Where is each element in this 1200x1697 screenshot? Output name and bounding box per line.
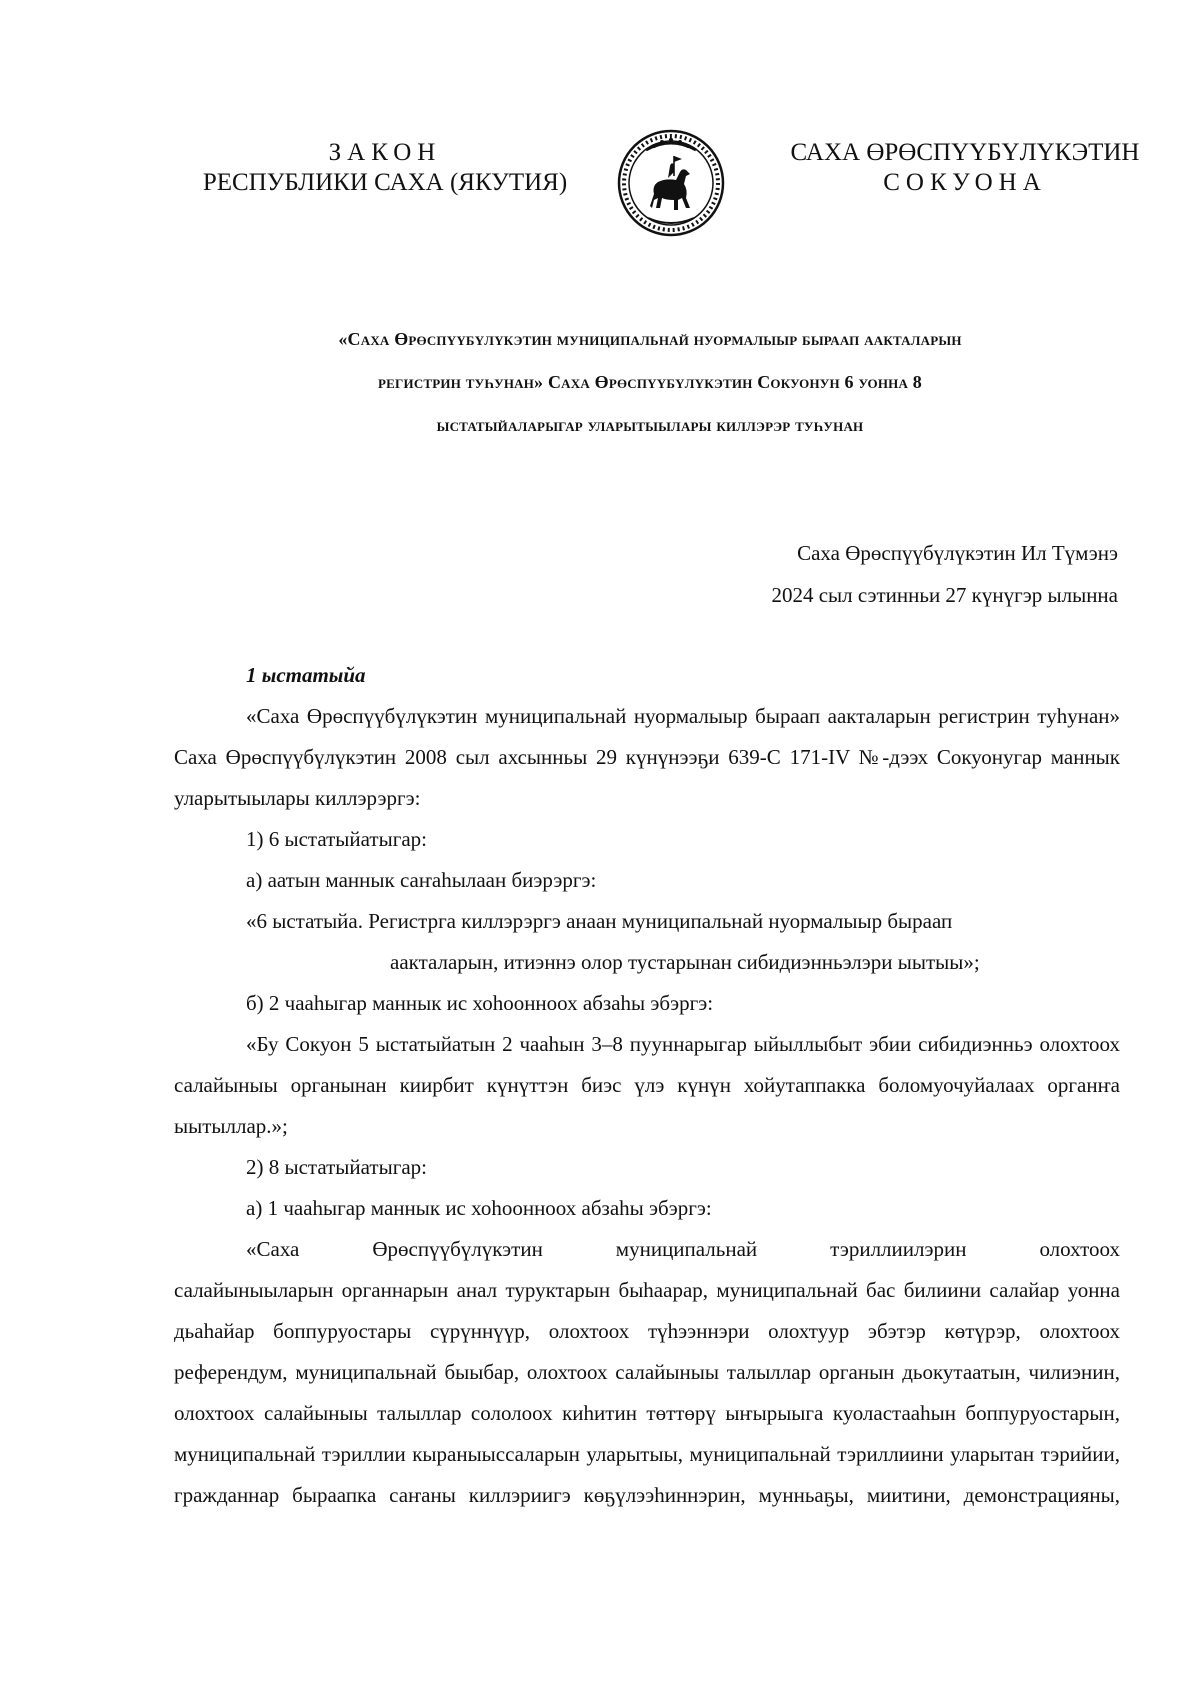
header-law-sakha-label: СОКУОНА	[883, 169, 1047, 196]
list-item-2: 2) 8 ыстатыйатыгар:	[246, 1155, 427, 1179]
adoption-date: 2024 сыл сэтинньи 27 күнүгэр ылынна	[771, 583, 1118, 607]
quote-1b-paragraph: «Бу Сокуон 5 ыстатыйатын 2 чааһын 3–8 пууннарыгар ыйыллыбыт эбии сибидиэнньэ олохтоох салайыныы органынан киирбит күнүттэн биэс үлэ күнүн хойутаппакка боломуочуйалаах органҥа ыытыллар.»;	[174, 1032, 1120, 1138]
title-line-3: ыстатыйаларыгар уларытыылары киллэрэр туһунан	[436, 415, 864, 435]
list-item-1a: а) аатын маннык саҥаһылаан биэрэргэ:	[246, 868, 597, 892]
quote-2a-paragraph: салайыныыларын органнарын анал туруктарын быһаарар, муниципальнай бас билиини салайар уонна дьаһайар боппуруостары сүрүннүүр, олохтоох түһээннэри олохтуур эбэтэр көтүрэр, олохтоох референдум, муниципальнай быыбар, олохтоох салайыныы талыллар органын дьокутаатын, чилиэнин, олохтоох салайыныы талыллар сололоох киһитин төттөрү ыҥырыыга куоластааһын боппуруостарын, муниципальнай тэриллии кыраныыссаларын уларытыы, муниципальнай тэриллиини уларытан тэрийии, гражданнар быраапка саҥаны киллэриигэ көҕүлээһиннэрин, мунньаҕы, миитини, демонстрацияны,	[174, 1278, 1120, 1507]
list-item-2a: а) 1 чааһыгар маннык ис хоһоонноох абзаһы эбэргэ:	[246, 1196, 712, 1220]
list-item-1: 1) 6 ыстатыйатыгар:	[246, 827, 427, 851]
title-line-1: «Саха Өрөспүүбүлүкэтин муниципальнай нуормалыыр быраап аакталарын	[338, 329, 962, 349]
adoption-info	[771, 532, 1118, 616]
adopting-body: Саха Өрөспүүбүлүкэтин Ил Түмэнэ	[797, 541, 1118, 565]
title-line-2: регистрин туһунан» Саха Өрөспүүбүлүкэтин Сокуонун 6 уонна 8	[378, 372, 922, 392]
header-left	[200, 138, 570, 198]
quote-2a-line-1: «Саха Өрөспүүбүлүкэтин муниципальнай тэриллиилэрин олохтоох	[246, 1237, 1120, 1261]
coat-of-arms-icon	[616, 128, 726, 238]
list-item-1b: б) 2 чааһыгар маннык ис хоһоонноох абзаһы эбэргэ:	[246, 991, 714, 1015]
quote-1a-line-1: «6 ыстатыйа. Регистрга киллэрэргэ анаан муниципальнай нуормалыыр быраап	[246, 909, 953, 933]
article-heading: 1 ыстатыйа	[246, 663, 366, 687]
header-republic-sakha-label: САХА ӨРӨСПҮҮБҮЛҮКЭТИН	[790, 139, 1140, 166]
article-intro-paragraph: «Саха Өрөспүүбүлүкэтин муниципальнай нуормалыыр быраап аакталарын регистрин туһунан» Саха Өрөспүүбүлүкэтин 2008 сыл ахсынньы 29 күнүнээҕи 639-С 171-IV №-дээх Сокуонугар маннык уларытыылары киллэрэргэ:	[174, 704, 1120, 810]
quote-1a-line-2: аакталарын, итиэннэ олор тустарынан сибидиэнньэлэри ыытыы»;	[390, 950, 980, 974]
document-body	[174, 655, 1120, 1516]
header-law-label: ЗАКОН	[328, 139, 442, 166]
document-title	[170, 318, 1130, 447]
header-republic-label: РЕСПУБЛИКИ САХА (ЯКУТИЯ)	[202, 169, 568, 196]
emblem-svg	[616, 128, 726, 238]
header-right	[775, 138, 1155, 198]
